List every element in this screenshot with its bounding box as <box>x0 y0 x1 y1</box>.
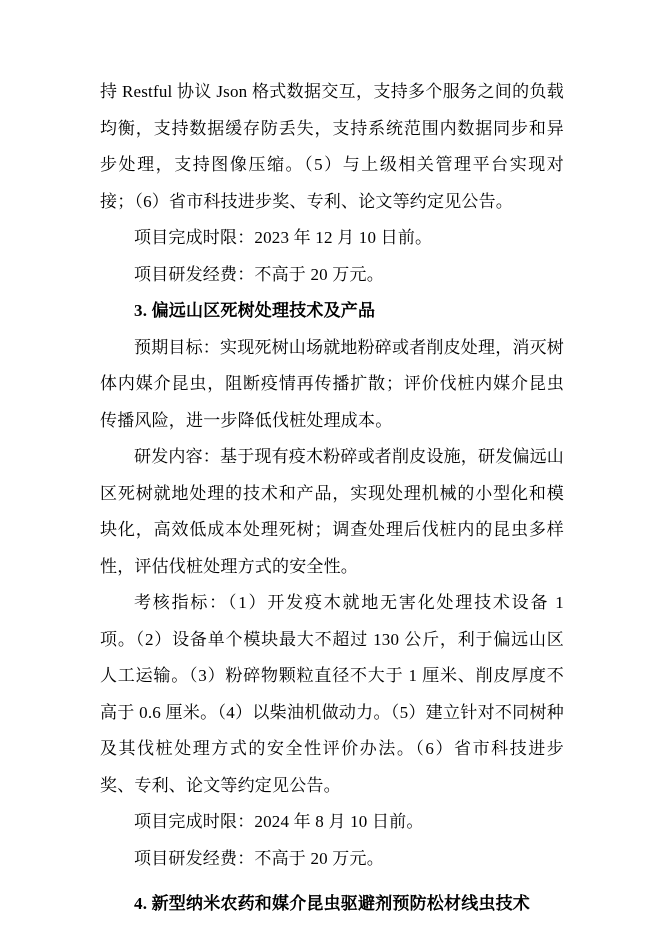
project-budget-section3: 项目研发经费：不高于 20 万元。 <box>134 848 384 868</box>
project-deadline-2024: 项目完成时限：2024 年 8 月 10 日前。 <box>134 812 424 831</box>
section-4-heading: 4. 新型纳米农药和媒介昆虫驱避剂预防松材线虫技术 <box>134 894 530 913</box>
section-3-rd-content: 研发内容：基于现有疫木粉碎或者削皮设施，研发偏远山区死树就地处理的技术和产品，实现处理机械的小型化和模块化，高效低成本处理死树；调查处理后伐桩内的昆虫多样性，评估伐桩处理方式的安全性。 <box>100 447 564 576</box>
paragraph-continuation-requirements: 持 Restful 协议 Json 格式数据交互，支持多个服务之间的负载均衡，支持数据缓存防丢失，支持系统范围内数据同步和异步处理，支持图像压缩。（5）与上级相关管理平台实现对接；（6）省市科技进步奖、专利、论文等约定见公告。 <box>100 82 564 211</box>
section-3-expected-goal: 预期目标：实现死树山场就地粉碎或者削皮处理，消灭树体内媒介昆虫，阻断疫情再传播扩散；评价伐桩内媒介昆虫传播风险，进一步降低伐桩处理成本。 <box>100 337 564 430</box>
project-deadline-2023: 项目完成时限：2023 年 12 月 10 日前。 <box>134 228 433 247</box>
project-budget-section2: 项目研发经费：不高于 20 万元。 <box>134 264 384 284</box>
section-3-heading: 3. 偏远山区死树处理技术及产品 <box>134 301 376 320</box>
section-3-assessment-indicators: 考核指标：（1）开发疫木就地无害化处理技术设备 1 项。（2）设备单个模块最大不超过 130 公斤，利于偏远山区人工运输。（3）粉碎物颗粒直径不大于 1 厘米、削皮厚度不高于 0.6 厘米。（4）以柴油机做动力。（5）建立针对不同树种及其伐桩处理方式的安全性评价办法。（6）省市科技进步奖、专利、论文等约定见公告。 <box>100 593 564 795</box>
